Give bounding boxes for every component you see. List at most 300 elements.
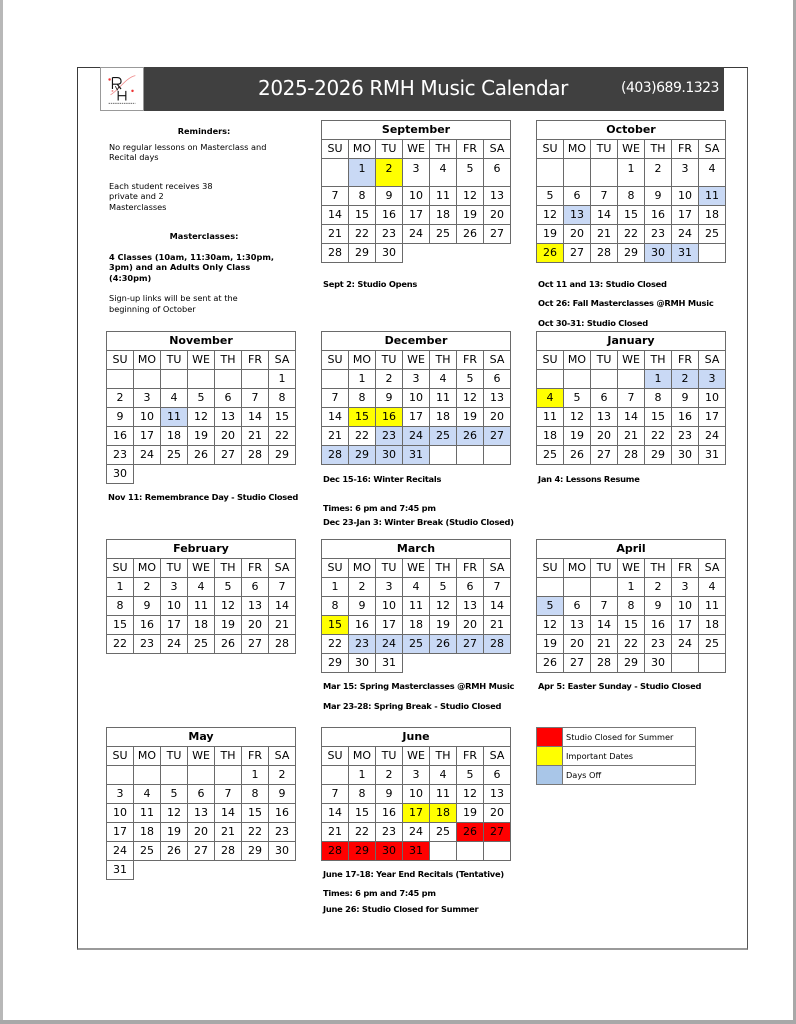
day-cell: 10 <box>376 597 403 616</box>
month-calendar-april <box>536 539 726 673</box>
day-cell: 31 <box>403 446 430 465</box>
day-cell: 14 <box>591 616 618 635</box>
month-calendar-october <box>536 120 726 263</box>
day-cell: 11 <box>430 785 457 804</box>
day-cell: 17 <box>107 823 134 842</box>
day-cell: 18 <box>430 804 457 823</box>
day-cell: 18 <box>403 616 430 635</box>
day-cell: 1 <box>349 766 376 785</box>
weekday-header: MO <box>349 559 376 578</box>
day-cell: 7 <box>591 187 618 206</box>
month-calendar-september <box>321 120 511 263</box>
weekday-header: FR <box>242 747 269 766</box>
empty-cell <box>564 578 591 597</box>
day-cell: 11 <box>403 597 430 616</box>
week-row <box>322 616 511 635</box>
week-row <box>107 578 296 597</box>
day-cell: 6 <box>484 766 511 785</box>
day-cell: 16 <box>672 408 699 427</box>
day-cell: 8 <box>322 597 349 616</box>
day-cell: 16 <box>349 616 376 635</box>
day-cell: 17 <box>403 206 430 225</box>
empty-cell <box>269 465 296 484</box>
week-row <box>322 244 511 263</box>
day-cell: 26 <box>215 635 242 654</box>
day-cell: 12 <box>161 804 188 823</box>
day-cell: 20 <box>564 635 591 654</box>
day-cell: 22 <box>349 823 376 842</box>
day-cell: 9 <box>107 408 134 427</box>
empty-cell <box>430 654 457 673</box>
day-cell: 21 <box>322 225 349 244</box>
day-cell: 23 <box>376 225 403 244</box>
day-cell: 21 <box>322 823 349 842</box>
day-cell: 3 <box>672 159 699 187</box>
weekday-header: MO <box>134 559 161 578</box>
empty-cell <box>403 654 430 673</box>
day-cell: 20 <box>564 225 591 244</box>
day-cell: 21 <box>215 823 242 842</box>
day-cell: 22 <box>107 635 134 654</box>
empty-cell <box>134 465 161 484</box>
week-row <box>322 389 511 408</box>
week-row <box>322 654 511 673</box>
empty-cell <box>322 370 349 389</box>
weekday-header: SA <box>699 140 726 159</box>
day-cell: 8 <box>645 389 672 408</box>
day-cell: 27 <box>564 654 591 673</box>
day-cell: 8 <box>107 597 134 616</box>
day-cell: 13 <box>564 616 591 635</box>
empty-cell <box>537 159 564 187</box>
day-cell: 24 <box>134 446 161 465</box>
day-cell: 21 <box>591 225 618 244</box>
empty-cell <box>618 370 645 389</box>
day-cell: 15 <box>349 206 376 225</box>
day-cell: 3 <box>403 159 430 187</box>
day-cell: 20 <box>484 408 511 427</box>
day-cell: 1 <box>322 578 349 597</box>
week-row <box>107 766 296 785</box>
day-cell: 2 <box>349 578 376 597</box>
empty-cell <box>322 159 349 187</box>
day-cell: 6 <box>457 578 484 597</box>
day-cell: 17 <box>672 206 699 225</box>
day-cell: 3 <box>134 389 161 408</box>
day-cell: 25 <box>161 446 188 465</box>
day-cell: 15 <box>349 804 376 823</box>
page-title: 2025-2026 RMH Music Calendar <box>258 76 568 100</box>
day-cell: 18 <box>161 427 188 446</box>
empty-cell <box>403 244 430 263</box>
day-cell: 27 <box>591 446 618 465</box>
weekday-header: TU <box>376 140 403 159</box>
weekday-header: FR <box>457 351 484 370</box>
day-cell: 15 <box>349 408 376 427</box>
day-cell: 24 <box>403 427 430 446</box>
event-note: Oct 26: Fall Masterclasses @RMH Music <box>538 298 714 308</box>
day-cell: 23 <box>107 446 134 465</box>
day-cell: 28 <box>618 446 645 465</box>
day-cell: 19 <box>161 823 188 842</box>
day-cell: 3 <box>107 785 134 804</box>
weekday-header: FR <box>672 140 699 159</box>
week-row <box>107 804 296 823</box>
day-cell: 10 <box>672 597 699 616</box>
week-row <box>107 597 296 616</box>
day-cell: 3 <box>403 766 430 785</box>
day-cell: 4 <box>430 159 457 187</box>
day-cell: 2 <box>645 159 672 187</box>
day-cell: 5 <box>537 187 564 206</box>
event-note: June 26: Studio Closed for Summer <box>323 904 479 914</box>
day-cell: 27 <box>484 427 511 446</box>
day-cell: 16 <box>376 804 403 823</box>
weekday-header: TH <box>645 351 672 370</box>
day-cell: 15 <box>242 804 269 823</box>
day-cell: 15 <box>322 616 349 635</box>
weekday-header: MO <box>349 351 376 370</box>
empty-cell <box>134 766 161 785</box>
week-row <box>322 823 511 842</box>
weekday-header: MO <box>564 559 591 578</box>
legend <box>536 727 696 785</box>
month-title: May <box>107 728 296 747</box>
weekday-header: TH <box>430 747 457 766</box>
day-cell: 30 <box>645 244 672 263</box>
day-cell: 28 <box>242 446 269 465</box>
weekday-header: TU <box>376 747 403 766</box>
day-cell: 13 <box>564 206 591 225</box>
empty-cell <box>242 370 269 389</box>
week-row <box>537 578 726 597</box>
week-row <box>322 408 511 427</box>
weekday-header: WE <box>618 351 645 370</box>
empty-cell <box>188 465 215 484</box>
empty-cell <box>430 842 457 861</box>
event-note: Mar 15: Spring Masterclasses @RMH Music <box>323 681 515 691</box>
day-cell: 9 <box>376 187 403 206</box>
empty-cell <box>107 370 134 389</box>
week-row <box>322 159 511 187</box>
day-cell: 27 <box>188 842 215 861</box>
day-cell: 14 <box>215 804 242 823</box>
day-cell: 29 <box>269 446 296 465</box>
empty-cell <box>134 370 161 389</box>
day-cell: 9 <box>645 187 672 206</box>
masterclasses-heading: Masterclasses: <box>169 231 239 241</box>
weekday-header: TU <box>376 351 403 370</box>
day-cell: 26 <box>188 446 215 465</box>
weekday-header: MO <box>134 747 161 766</box>
weekday-header: SU <box>537 140 564 159</box>
day-cell: 18 <box>430 408 457 427</box>
week-row <box>537 206 726 225</box>
day-cell: 27 <box>484 225 511 244</box>
day-cell: 14 <box>269 597 296 616</box>
month-calendar-february <box>106 539 296 654</box>
day-cell: 11 <box>699 187 726 206</box>
day-cell: 28 <box>322 446 349 465</box>
empty-cell <box>322 766 349 785</box>
rmh-logo <box>100 67 144 111</box>
week-row <box>107 370 296 389</box>
weekday-header: TU <box>591 351 618 370</box>
month-title: April <box>537 540 726 559</box>
day-cell: 24 <box>672 635 699 654</box>
day-cell: 19 <box>215 616 242 635</box>
empty-cell <box>537 370 564 389</box>
week-row <box>107 465 296 484</box>
day-cell: 11 <box>161 408 188 427</box>
empty-cell <box>188 861 215 880</box>
weekday-header: TH <box>215 351 242 370</box>
day-cell: 30 <box>672 446 699 465</box>
empty-cell <box>457 654 484 673</box>
reminders-panel <box>109 126 299 314</box>
day-cell: 23 <box>376 427 403 446</box>
weekday-header: TU <box>376 559 403 578</box>
day-cell: 3 <box>161 578 188 597</box>
day-cell: 21 <box>591 635 618 654</box>
empty-cell <box>484 446 511 465</box>
day-cell: 5 <box>457 159 484 187</box>
day-cell: 19 <box>457 206 484 225</box>
day-cell: 2 <box>376 766 403 785</box>
day-cell: 25 <box>699 635 726 654</box>
day-cell: 24 <box>672 225 699 244</box>
weekday-header: SA <box>269 351 296 370</box>
empty-cell <box>161 465 188 484</box>
weekday-header: TH <box>430 140 457 159</box>
weekday-header: MO <box>349 140 376 159</box>
event-note: Apr 5: Easter Sunday - Studio Closed <box>538 681 702 691</box>
day-cell: 13 <box>457 597 484 616</box>
empty-cell <box>242 861 269 880</box>
day-cell: 5 <box>161 785 188 804</box>
weekday-header: SU <box>107 559 134 578</box>
empty-cell <box>134 861 161 880</box>
day-cell: 13 <box>591 408 618 427</box>
weekday-header: SA <box>269 559 296 578</box>
day-cell: 19 <box>457 804 484 823</box>
day-cell: 6 <box>591 389 618 408</box>
month-title: January <box>537 332 726 351</box>
day-cell: 24 <box>107 842 134 861</box>
day-cell: 6 <box>242 578 269 597</box>
week-row <box>322 225 511 244</box>
weekday-header: WE <box>403 351 430 370</box>
event-note: Dec 15-16: Winter Recitals <box>323 474 442 484</box>
legend-swatch <box>537 728 563 747</box>
day-cell: 9 <box>134 597 161 616</box>
legend-item <box>537 747 696 766</box>
day-cell: 24 <box>403 225 430 244</box>
month-title: February <box>107 540 296 559</box>
week-row <box>107 408 296 427</box>
month-title: September <box>322 121 511 140</box>
day-cell: 30 <box>269 842 296 861</box>
day-cell: 28 <box>591 244 618 263</box>
day-cell: 23 <box>349 635 376 654</box>
weekday-header: FR <box>457 747 484 766</box>
weekday-header: TU <box>161 351 188 370</box>
weekday-header: SA <box>484 559 511 578</box>
empty-cell <box>537 578 564 597</box>
day-cell: 7 <box>484 578 511 597</box>
day-cell: 5 <box>188 389 215 408</box>
day-cell: 4 <box>134 785 161 804</box>
month-calendar-june <box>321 727 511 861</box>
day-cell: 12 <box>188 408 215 427</box>
day-cell: 25 <box>430 823 457 842</box>
day-cell: 8 <box>349 785 376 804</box>
event-note: Oct 30-31: Studio Closed <box>538 318 648 328</box>
signup-note: Sign-up links will be sent at the beginning of October <box>109 293 238 314</box>
week-row <box>322 766 511 785</box>
day-cell: 16 <box>376 408 403 427</box>
weekday-header: TH <box>215 747 242 766</box>
day-cell: 10 <box>134 408 161 427</box>
day-cell: 30 <box>349 654 376 673</box>
day-cell: 29 <box>349 446 376 465</box>
day-cell: 12 <box>457 389 484 408</box>
month-calendar-november <box>106 331 296 484</box>
day-cell: 27 <box>484 823 511 842</box>
day-cell: 14 <box>322 804 349 823</box>
reminders-heading: Reminders: <box>177 126 231 136</box>
day-cell: 24 <box>161 635 188 654</box>
day-cell: 1 <box>645 370 672 389</box>
day-cell: 20 <box>591 427 618 446</box>
empty-cell <box>457 446 484 465</box>
day-cell: 22 <box>349 225 376 244</box>
empty-cell <box>430 244 457 263</box>
day-cell: 22 <box>269 427 296 446</box>
masterclasses-detail: 4 Classes (10am, 11:30am, 1:30pm, 3pm) and an Adults Only Class (4:30pm) <box>109 251 275 283</box>
day-cell: 7 <box>215 785 242 804</box>
month-title: November <box>107 332 296 351</box>
weekday-header: TH <box>645 140 672 159</box>
day-cell: 26 <box>161 842 188 861</box>
week-row <box>322 206 511 225</box>
day-cell: 14 <box>484 597 511 616</box>
weekday-header: SA <box>699 351 726 370</box>
day-cell: 6 <box>564 187 591 206</box>
weekday-header: SU <box>537 351 564 370</box>
week-row <box>322 370 511 389</box>
day-cell: 10 <box>699 389 726 408</box>
day-cell: 30 <box>376 446 403 465</box>
week-row <box>537 616 726 635</box>
day-cell: 7 <box>322 187 349 206</box>
empty-cell <box>484 244 511 263</box>
day-cell: 30 <box>645 654 672 673</box>
week-row <box>107 635 296 654</box>
legend-swatch <box>537 747 563 766</box>
week-row <box>107 616 296 635</box>
day-cell: 12 <box>215 597 242 616</box>
day-cell: 26 <box>537 244 564 263</box>
week-row <box>107 785 296 804</box>
day-cell: 14 <box>242 408 269 427</box>
day-cell: 23 <box>645 225 672 244</box>
day-cell: 3 <box>699 370 726 389</box>
month-title: October <box>537 121 726 140</box>
day-cell: 7 <box>242 389 269 408</box>
day-cell: 18 <box>699 206 726 225</box>
day-cell: 20 <box>242 616 269 635</box>
week-row <box>322 187 511 206</box>
day-cell: 13 <box>484 389 511 408</box>
day-cell: 26 <box>564 446 591 465</box>
day-cell: 2 <box>376 159 403 187</box>
day-cell: 21 <box>269 616 296 635</box>
day-cell: 18 <box>430 206 457 225</box>
day-cell: 17 <box>161 616 188 635</box>
weekday-header: SU <box>107 351 134 370</box>
weekday-header: TU <box>161 747 188 766</box>
weekday-header: SA <box>484 140 511 159</box>
empty-cell <box>484 654 511 673</box>
empty-cell <box>161 370 188 389</box>
week-row <box>537 635 726 654</box>
day-cell: 20 <box>215 427 242 446</box>
weekday-header: WE <box>188 747 215 766</box>
weekday-header: SU <box>322 351 349 370</box>
empty-cell <box>215 370 242 389</box>
day-cell: 21 <box>618 427 645 446</box>
day-cell: 6 <box>484 370 511 389</box>
legend-label: Studio Closed for Summer <box>563 728 696 747</box>
event-note: Oct 11 and 13: Studio Closed <box>538 279 667 289</box>
weekday-header: TU <box>161 559 188 578</box>
event-note: Times: 6 pm and 7:45 pm <box>323 503 436 513</box>
event-note: Dec 23-Jan 3: Winter Break (Studio Closed) <box>323 517 514 527</box>
reminder-item: Each student receives 38 private and 2 Masterclasses <box>109 180 213 212</box>
day-cell: 28 <box>484 635 511 654</box>
event-note: June 17-18: Year End Recitals (Tentative) <box>323 869 504 879</box>
empty-cell <box>269 861 296 880</box>
day-cell: 4 <box>430 370 457 389</box>
day-cell: 12 <box>537 206 564 225</box>
day-cell: 3 <box>376 578 403 597</box>
event-note: Sept 2: Studio Opens <box>323 279 418 289</box>
day-cell: 1 <box>269 370 296 389</box>
week-row <box>322 785 511 804</box>
day-cell: 3 <box>672 578 699 597</box>
day-cell: 1 <box>349 370 376 389</box>
phone-number: (403)689.1323 <box>621 80 719 96</box>
day-cell: 21 <box>322 427 349 446</box>
day-cell: 12 <box>430 597 457 616</box>
weekday-header: TH <box>430 559 457 578</box>
weekday-header: MO <box>349 747 376 766</box>
day-cell: 4 <box>537 389 564 408</box>
weekday-header: WE <box>618 140 645 159</box>
day-cell: 4 <box>699 159 726 187</box>
week-row <box>107 389 296 408</box>
day-cell: 29 <box>618 654 645 673</box>
day-cell: 10 <box>403 785 430 804</box>
day-cell: 24 <box>699 427 726 446</box>
day-cell: 12 <box>537 616 564 635</box>
day-cell: 27 <box>215 446 242 465</box>
day-cell: 12 <box>564 408 591 427</box>
week-row <box>537 187 726 206</box>
day-cell: 1 <box>349 159 376 187</box>
weekday-header: SU <box>322 747 349 766</box>
